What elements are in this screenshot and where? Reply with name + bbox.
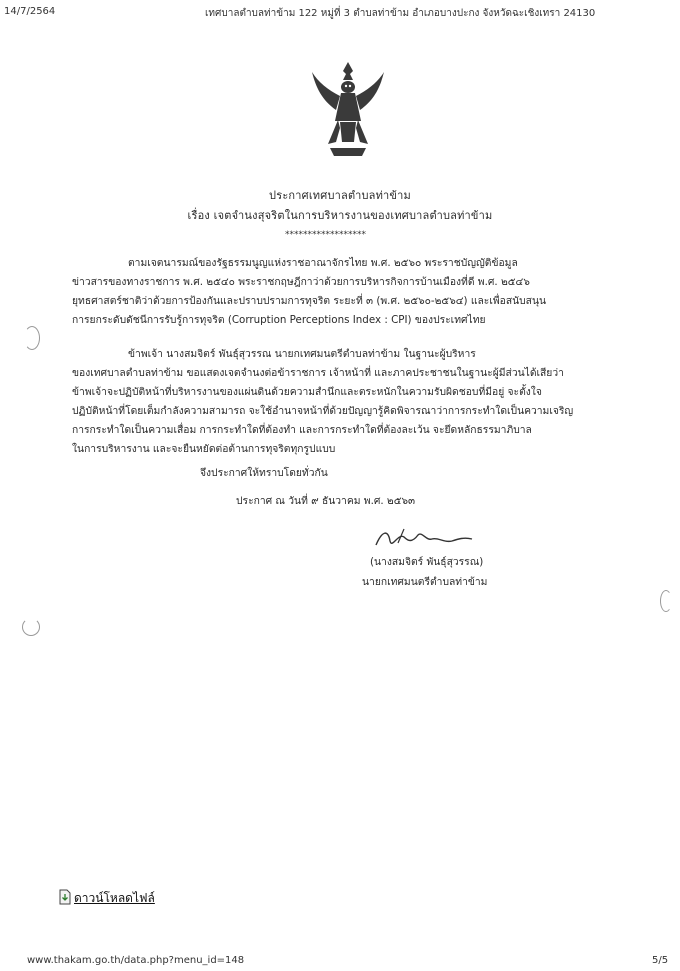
punch-hole-mark (24, 326, 40, 350)
paragraph-line: ของเทศบาลตำบลท่าข้าม ขอแสดงเจตจำนงต่อข้าราชการ เจ้าหน้าที่ และภาคประชาชนในฐานะผู้มีส่วนได้เสียว่า (72, 367, 564, 379)
paragraph-line: ปฏิบัติหน้าที่โดยเต็มกำลังความสามารถ จะใช้อำนาจหน้าที่ด้วยปัญญารู้คิดพิจารณาว่าการกระทำใดเป็นความเจริญ (72, 405, 574, 417)
signer-position: นายกเทศมนตรีตำบลท่าข้าม (362, 576, 488, 588)
signer-name: (นางสมจิตร์ พันธุ์สุวรรณ) (370, 556, 484, 568)
title-separator: ****************** (285, 230, 366, 240)
download-file-icon[interactable] (58, 889, 72, 905)
paragraph-line: ยุทธศาสตร์ชาติว่าด้วยการป้องกันและปราบปรามการทุจริต ระยะที่ ๓ (พ.ศ. ๒๕๖๐-๒๕๖๔) และเพื่อสนับสนุน (72, 295, 547, 307)
paragraph-line: ตามเจตนารมณ์ของรัฐธรรมนูญแห่งราชอาณาจักรไทย พ.ศ. ๒๕๖๐ พระราชบัญญัติข้อมูล (128, 257, 518, 269)
garuda-emblem-icon (310, 60, 386, 160)
handwritten-signature (368, 523, 480, 553)
paragraph-line: ข้าพเจ้าจะปฏิบัติหน้าที่บริหารงานของแผ่นดินด้วยความสำนึกและตระหนักในความรับผิดชอบที่มีอยู่ จะตั้งใจ (72, 386, 542, 398)
print-header-title: เทศบาลตำบลท่าข้าม 122 หมู่ที่ 3 ตำบลท่าข้าม อำเภอบางปะกง จังหวัดฉะเชิงเทรา 24130 (205, 8, 596, 19)
print-footer-page: 5/5 (652, 955, 669, 966)
punch-hole-mark (660, 590, 672, 612)
document-subject: เรื่อง เจตจำนงสุจริตในการบริหารงานของเทศบาลตำบลท่าข้าม (187, 209, 493, 222)
paragraph-preamble (72, 254, 617, 330)
download-file-link[interactable]: ดาวน์โหลดไฟล์ (74, 891, 155, 905)
paragraph-line: การยกระดับดัชนีการรับรู้การทุจริต (Corruption Perceptions Index : CPI) ของประเทศไทย (72, 314, 486, 326)
announcement-line: จึงประกาศให้ทราบโดยทั่วกัน (200, 467, 328, 479)
paragraph-line: ข่าวสารของทางราชการ พ.ศ. ๒๕๔๐ พระราชกฤษฎีกาว่าด้วยการบริหารกิจการบ้านเมืองที่ดี พ.ศ. ๒๕๔๖ (72, 276, 530, 288)
print-footer-url: www.thakam.go.th/data.php?menu_id=148 (27, 955, 245, 966)
paragraph-line: การกระทำใดเป็นความเสื่อม การกระทำใดที่ต้องทำ และการกระทำใดที่ต้องละเว้น จะยึดหลักธรรมาภิบาล (72, 424, 532, 436)
announcement-date: ประกาศ ณ วันที่ ๙ ธันวาคม พ.ศ. ๒๕๖๓ (236, 495, 416, 507)
paragraph-line: ข้าพเจ้า นางสมจิตร์ พันธุ์สุวรรณ นายกเทศมนตรีตำบลท่าข้าม ในฐานะผู้บริหาร (128, 348, 476, 360)
paragraph-line: ในการบริหารงาน และจะยืนหยัดต่อต้านการทุจริตทุกรูปแบบ (72, 443, 336, 455)
paragraph-intent (72, 345, 617, 459)
print-header-date: 14/7/2564 (4, 6, 56, 17)
punch-hole-mark (22, 618, 40, 636)
document-title: ประกาศเทศบาลตำบลท่าข้าม (269, 189, 411, 202)
